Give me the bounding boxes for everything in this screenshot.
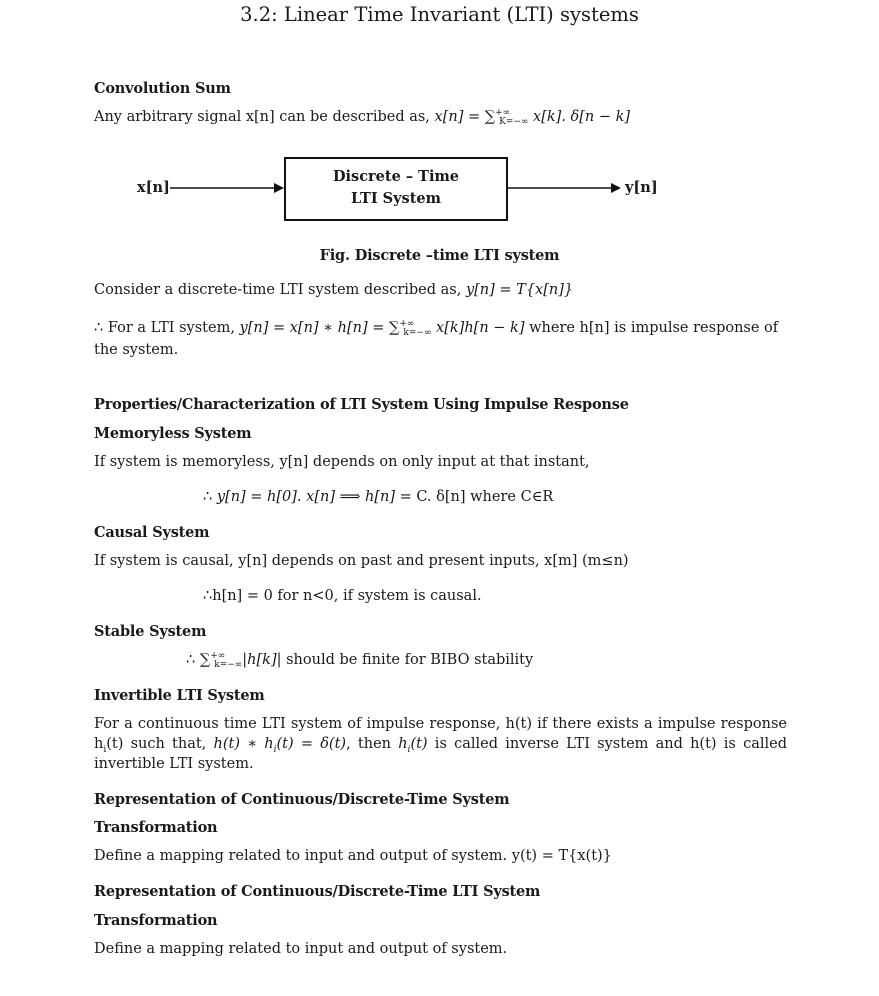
system-description-math: y[n] = T{x[n]} xyxy=(465,282,574,298)
memoryless-formula-prefix: ∴ xyxy=(203,489,217,505)
heading-representation-system: Representation of Continuous/Discrete-Time System xyxy=(94,791,510,808)
invertible-math2-b: (t) xyxy=(410,736,428,752)
stable-formula xyxy=(186,652,533,668)
lti-sum-lower: k=−∞ xyxy=(403,328,432,338)
stable-formula-prefix: ∴ ∑ xyxy=(186,652,211,668)
output-label: y[n] xyxy=(625,179,658,196)
system-description-text: Consider a discrete-time LTI system described as, xyxy=(94,282,466,298)
invertible-math: h(t) ∗ h xyxy=(213,736,274,752)
stable-sum-upper: +∞ xyxy=(210,651,226,661)
input-label: x[n] xyxy=(137,179,170,196)
subheading-transformation-2: Transformation xyxy=(94,912,218,929)
invertible-line3: invertible LTI system. xyxy=(94,756,254,772)
memoryless-formula-math: y[n] = h[0]. x[n] ⟹ h[n] = xyxy=(216,489,417,505)
invertible-h: h xyxy=(94,736,104,752)
heading-memoryless: Memoryless System xyxy=(94,425,252,442)
figure-caption: Fig. Discrete –time LTI system xyxy=(319,247,560,264)
memoryless-formula xyxy=(203,489,553,505)
convolution-definition xyxy=(94,109,630,125)
section-heading-convolution: Convolution Sum xyxy=(94,80,231,97)
convolution-math-tail: x[k]. δ[n − k] xyxy=(528,109,631,125)
lti-sum-upper: +∞ xyxy=(399,319,415,329)
transformation-text-2: Define a mapping related to input and output of system. xyxy=(94,941,508,957)
invertible-text-c: , then xyxy=(346,736,399,752)
transformation-text-1: Define a mapping related to input and output of system. y(t) = T{x(t)} xyxy=(94,848,612,864)
convolution-math: x[n] = ∑ xyxy=(434,109,496,125)
sum-upper-limit: +∞ xyxy=(495,108,511,118)
invertible-text-d: is called inverse LTI system and h(t) is called xyxy=(427,736,787,752)
invertible-math-sub: i xyxy=(273,744,277,755)
causal-formula: ∴h[n] = 0 for n<0, if system is causal. xyxy=(203,588,482,604)
lti-relation xyxy=(94,320,778,336)
invertible-math2-sub: i xyxy=(407,744,411,755)
stable-formula-tail: should be finite for BIBO stability xyxy=(281,652,534,668)
section-heading-properties: Properties/Characterization of LTI System Using Impulse Response xyxy=(94,396,629,413)
sum-lower-limit: K=−∞ xyxy=(499,117,529,127)
system-description xyxy=(94,282,573,298)
subheading-transformation-1: Transformation xyxy=(94,819,218,836)
causal-text: If system is causal, y[n] depends on past and present inputs, x[m] (m≤n) xyxy=(94,553,629,569)
invertible-math2: h xyxy=(398,736,408,752)
invertible-text-b: (t) such that, xyxy=(106,736,214,752)
input-arrow xyxy=(170,180,290,196)
page-title: 3.2: Linear Time Invariant (LTI) systems xyxy=(240,3,639,26)
memoryless-text: If system is memoryless, y[n] depends on only input at that instant, xyxy=(94,454,590,470)
lti-relation-math: y[n] = x[n] ∗ h[n] = ∑ xyxy=(239,320,400,336)
block-label-line2: LTI System xyxy=(351,190,441,207)
lti-relation-prefix: ∴ For a LTI system, xyxy=(94,320,240,336)
stable-sum-lower: k=−∞ xyxy=(214,660,243,670)
lti-system-block xyxy=(284,157,508,221)
invertible-math-b: (t) = δ(t) xyxy=(276,736,347,752)
heading-invertible: Invertible LTI System xyxy=(94,687,265,704)
invertible-h-sub: i xyxy=(103,744,107,755)
block-label-line1: Discrete – Time xyxy=(332,168,460,185)
heading-stable: Stable System xyxy=(94,623,207,640)
heading-causal: Causal System xyxy=(94,524,210,541)
output-arrow xyxy=(507,180,627,196)
lti-relation-line2: the system. xyxy=(94,342,179,358)
memoryless-formula-tail: C. δ[n] where C∈R xyxy=(416,489,554,505)
convolution-text: Any arbitrary signal x[n] can be described as, xyxy=(94,109,435,125)
invertible-line2 xyxy=(94,736,787,755)
invertible-line1: For a continuous time LTI system of impulse response, h(t) if there exists a impulse response xyxy=(94,716,787,732)
lti-relation-math-tail: x[k]h[n − k] xyxy=(431,320,525,336)
lti-relation-suffix: where h[n] is impulse response of xyxy=(524,320,779,336)
stable-formula-math: |h[k]| xyxy=(242,652,282,668)
heading-representation-lti: Representation of Continuous/Discrete-Time LTI System xyxy=(94,883,541,900)
